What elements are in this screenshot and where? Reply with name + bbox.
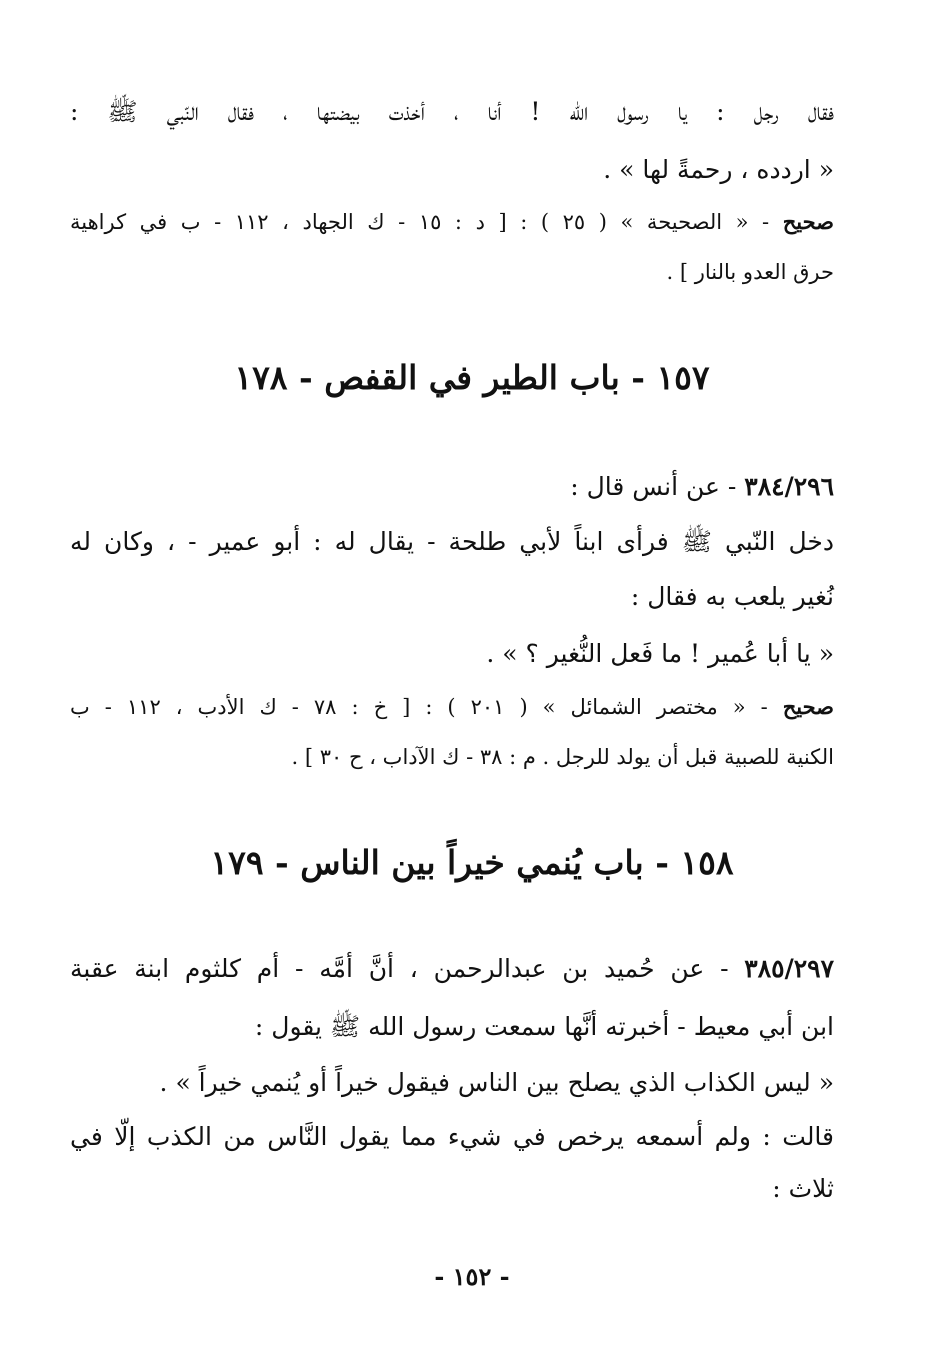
reference-line bbox=[70, 205, 834, 239]
text-line: ابن أبي معيط - أخبرته أنَّها سمعت رسول الله ﷺ يقول : bbox=[254, 1012, 834, 1041]
reference-text: - « الصحيحة » ( ٢٥ ) : [ د : ١٥ - ك الجهاد ، ١١٢ - ب في كراهية bbox=[70, 210, 783, 234]
grade-label: صحيح bbox=[782, 209, 834, 234]
text-line: « ليس الكذاب الذي يصلح بين الناس فيقول خيراً أو يُنمي خيراً » . bbox=[159, 1068, 834, 1097]
reference-line bbox=[70, 690, 834, 724]
page-number: - ١٥٢ - bbox=[434, 1262, 510, 1291]
chapter-heading: ١٥٧ - باب الطير في القفص - ١٧٨ bbox=[234, 358, 710, 397]
chapter-heading: ١٥٨ - باب يُنمي خيراً بين الناس - ١٧٩ bbox=[210, 843, 734, 882]
text-line: دخل النّبي ﷺ فرأى ابناً لأبي طلحة - يقال له : أبو عمير - ، وكان له bbox=[70, 527, 834, 556]
reference-line: الكنية للصبية قبل أن يولد للرجل . م : ٣٨ - ك الآداب ، ح ٣٠ ] . bbox=[291, 745, 834, 769]
hadith-intro-text: - عن أنس قال : bbox=[570, 472, 745, 501]
text-line: قالت : ولم أسمعه يرخص في شيء مما يقول النَّاس من الكذب إلّا في bbox=[70, 1122, 834, 1151]
reference-text: - « مختصر الشمائل » ( ٢٠١ ) : [ خ : ٧٨ - ك الأدب ، ١١٢ - ب bbox=[70, 695, 783, 719]
grade-label: صحيح bbox=[782, 694, 834, 719]
reference-line: حرق العدو بالنار ] . bbox=[666, 260, 834, 284]
text-line: فقال رجل : يا رسول الله ! أنا ، أخذت بيضتها ، فقال النّبي ﷺ : bbox=[70, 97, 834, 126]
hadith-intro bbox=[70, 952, 834, 986]
hadith-intro bbox=[70, 470, 834, 504]
hadith-intro-text: - عن حُميد بن عبدالرحمن ، أنَّ أمَّه - أم كلثوم ابنة عقبة bbox=[70, 954, 745, 983]
text-line: « يا أبا عُمير ! ما فَعل النُّغير ؟ » . bbox=[486, 639, 834, 668]
hadith-number: ٣٨٥/٢٩٧ bbox=[744, 954, 834, 983]
text-line: ثلاث : bbox=[772, 1174, 834, 1203]
text-line: « اردده ، رحمةً لها » . bbox=[603, 155, 834, 184]
hadith-number: ٣٨٤/٢٩٦ bbox=[744, 472, 834, 501]
text-line: نُغير يلعب به فقال : bbox=[630, 582, 834, 611]
